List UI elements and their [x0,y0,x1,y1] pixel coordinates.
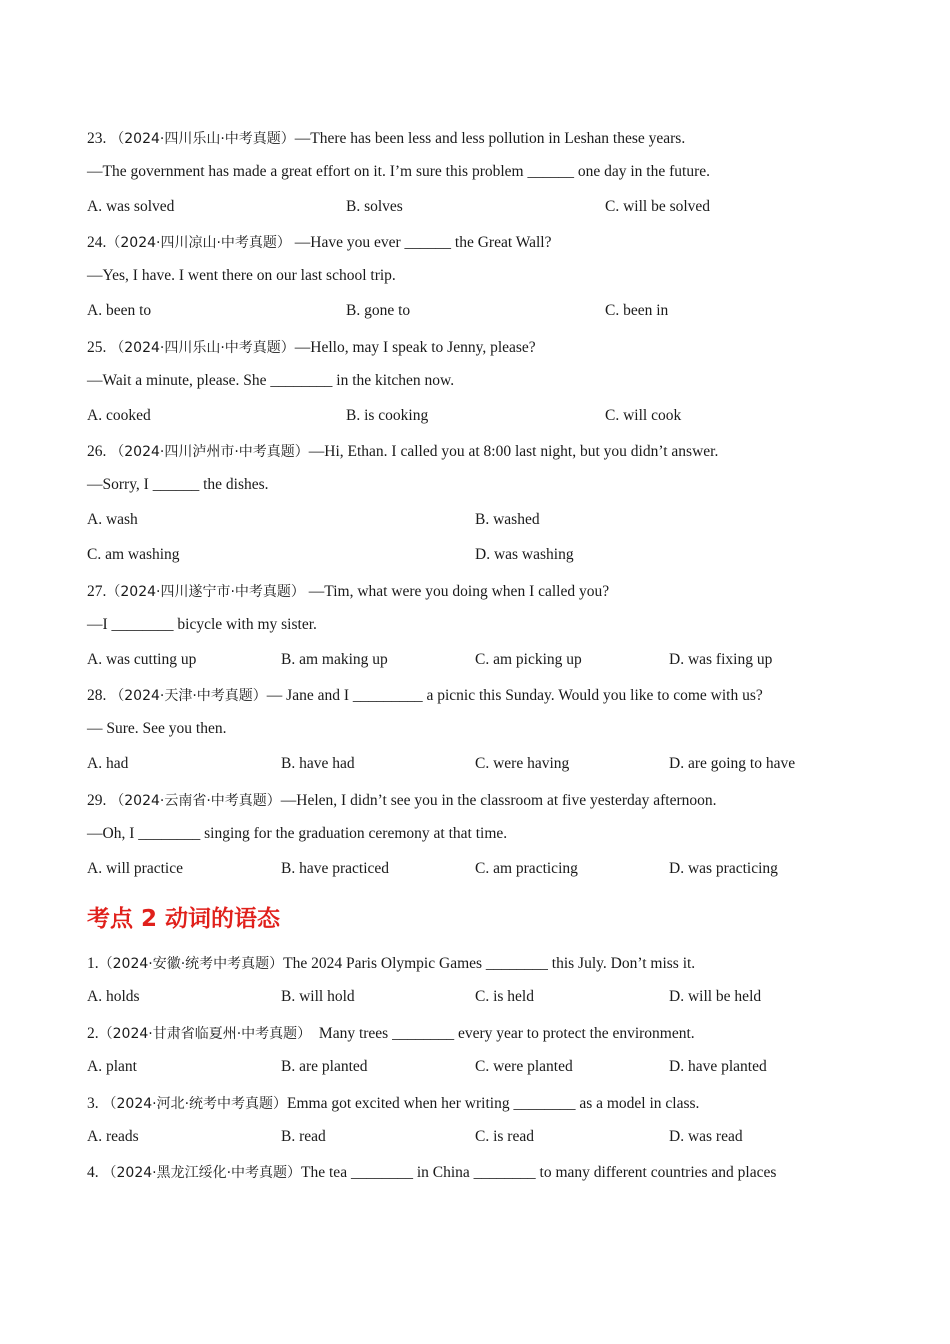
question-24-response: —Yes, I have. I went there on our last school trip. [87,267,396,284]
question-28-response: — Sure. See you then. [87,720,227,737]
question-number: 23. [87,130,107,147]
question-number: 27. [87,583,107,600]
question-number: 1. [87,955,99,972]
question-28-stem [87,685,763,705]
option-a: A. will practice [87,860,183,877]
question-2-stem [87,1023,695,1043]
question-text: —There has been less and less pollution in Leshan these years. [294,130,686,147]
question-number: 28. [87,687,107,704]
question-text: The 2024 Paris Olympic Games ________ this July. Don’t miss it. [283,955,696,972]
question-text: —Tim, what were you doing when I called you? [304,583,610,600]
option-a: A. was solved [87,198,175,215]
option-b: B. read [281,1128,326,1145]
question-25-response: —Wait a minute, please. She ________ in the kitchen now. [87,372,455,389]
question-27-stem [87,581,609,601]
option-a: A. cooked [87,407,151,424]
question-source: （2024·四川乐山·中考真题） [110,131,295,147]
option-a: A. wash [87,511,138,528]
question-text: —Hi, Ethan. I called you at 8:00 last night, but you didn’t answer. [308,443,719,460]
question-text: — Jane and I _________ a picnic this Sunday. Would you like to come with us? [266,687,763,704]
question-29-response: —Oh, I ________ singing for the graduation ceremony at that time. [87,825,508,842]
question-source: （2024·四川乐山·中考真题） [110,340,295,356]
question-text: The tea ________ in China ________ to many different countries and places [301,1164,777,1181]
question-source: （2024·四川凉山·中考真题） [106,235,291,251]
section-heading: 考点 2 动词的语态 [87,906,281,932]
question-23-response: —The government has made a great effort on it. I’m sure this problem ______ one day in the future. [87,163,710,180]
option-c: C. is held [475,988,534,1005]
question-23-stem [87,128,685,148]
question-source: （2024·甘肃省临夏州·中考真题） [98,1026,312,1042]
option-c: C. am practicing [475,860,578,877]
option-c: C. were having [475,755,570,772]
option-d: D. was read [669,1128,743,1145]
option-b: B. have practiced [281,860,390,877]
question-27-response: —I ________ bicycle with my sister. [87,616,317,633]
option-c: C. were planted [475,1058,573,1075]
question-number: 3. [87,1095,99,1112]
question-number: 26. [87,443,107,460]
option-c: C. am washing [87,546,180,563]
question-source: （2024·四川遂宁市·中考真题） [106,584,305,600]
question-text: —Hello, may I speak to Jenny, please? [294,339,536,356]
option-c: C. am picking up [475,651,582,668]
question-1-stem [87,953,695,973]
question-text: Emma got excited when her writing ________ as a model in class. [287,1095,700,1112]
option-c: C. been in [605,302,669,319]
option-b: B. have had [281,755,355,772]
option-a: A. holds [87,988,140,1005]
question-text: —Helen, I didn’t see you in the classroom at five yesterday afternoon. [280,792,717,809]
option-a: A. been to [87,302,152,319]
option-b: B. are planted [281,1058,368,1075]
question-text: Many trees ________ every year to protect the environment. [311,1025,695,1042]
option-b: B. will hold [281,988,355,1005]
question-26-stem [87,441,718,461]
option-d: D. have planted [669,1058,767,1075]
question-29-stem [87,790,717,810]
option-a: A. was cutting up [87,651,197,668]
option-b: B. is cooking [346,407,429,424]
option-a: A. reads [87,1128,139,1145]
option-d: D. will be held [669,988,762,1005]
option-d: D. was washing [475,546,574,563]
option-b: B. washed [475,511,540,528]
option-a: A. had [87,755,129,772]
option-c: C. is read [475,1128,534,1145]
question-source: （2024·安徽·统考中考真题） [98,956,284,972]
question-number: 25. [87,339,107,356]
question-25-stem [87,337,536,357]
question-number: 2. [87,1025,99,1042]
option-b: B. solves [346,198,403,215]
question-source: （2024·黑龙江绥化·中考真题） [102,1165,302,1181]
question-number: 29. [87,792,107,809]
question-source: （2024·天津·中考真题） [110,688,267,704]
option-b: B. am making up [281,651,388,668]
question-source: （2024·云南省·中考真题） [110,793,281,809]
question-24-stem [87,232,552,252]
option-d: D. was practicing [669,860,778,877]
option-c: C. will be solved [605,198,711,215]
option-d: D. was fixing up [669,651,773,668]
question-number: 24. [87,234,107,251]
question-source: （2024·四川泸州市·中考真题） [110,444,309,460]
option-b: B. gone to [346,302,411,319]
question-3-stem [87,1093,699,1113]
question-number: 4. [87,1164,99,1181]
question-26-response: —Sorry, I ______ the dishes. [87,476,269,493]
question-source: （2024·河北·统考中考真题） [102,1096,288,1112]
question-4-stem [87,1162,776,1182]
option-a: A. plant [87,1058,137,1075]
option-c: C. will cook [605,407,682,424]
question-text: —Have you ever ______ the Great Wall? [290,234,552,251]
option-d: D. are going to have [669,755,796,772]
